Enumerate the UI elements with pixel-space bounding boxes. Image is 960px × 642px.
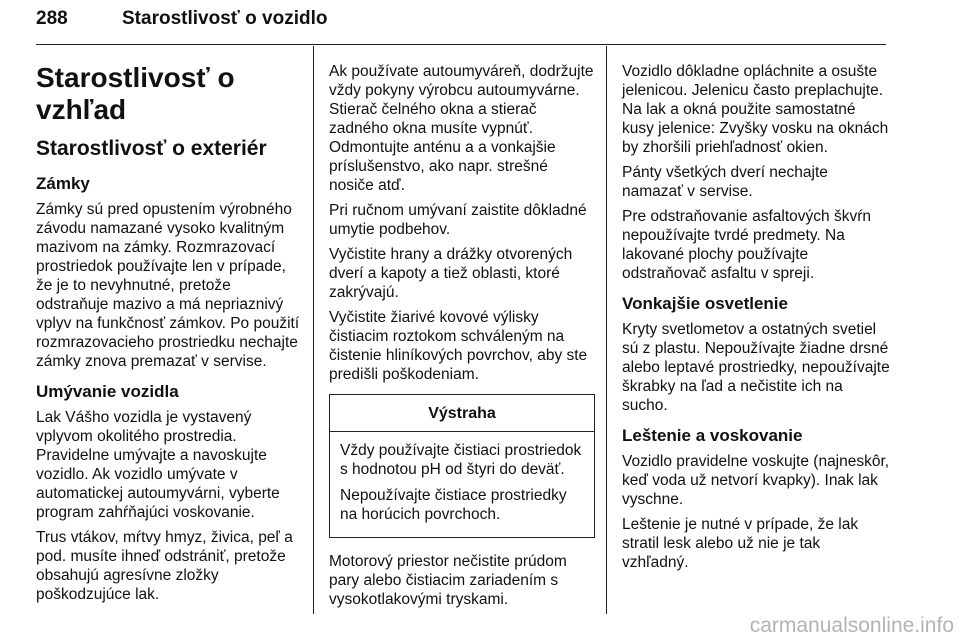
warning-box: [329, 394, 595, 538]
tar-paragraph: Pre odstraňovanie asfaltových škvŕn nepoužívajte tvrdé predmety. Na lakované plochy používajte odstraňovač asfaltu v spreji.: [622, 208, 871, 282]
page-number: 288: [36, 8, 68, 29]
page-header: [36, 4, 886, 45]
wash-paragraph-1: Lak Vášho vozidla je vystavený vplyvom okolitého prostredia. Pravidelne umývajte a navoskujte vozidlo. Ak vozidlo umývate v automatickej autoumyvárni, vyberte program zahŕňajúci voskovanie.: [36, 409, 280, 521]
wash-paragraph-2: Trus vtákov, mŕtvy hmyz, živica, peľ a pod. musíte ihneď odstrániť, pretože obsahujú agresívne zložky poškodzujúce lak.: [36, 529, 293, 603]
watermark: carmanualsonline.info: [749, 614, 954, 637]
rinse-paragraph: Vozidlo dôkladne opláchnite a osušte jelenicou. Jelenicu často preplachujte. Na lak a okná použite samostatné kusy jelenice: Zvyšky vosku na oknách by zhoršili priehľadnosť okien.: [622, 63, 889, 156]
column-1: [36, 62, 304, 610]
warning-title: Výstraha: [330, 395, 594, 432]
column-2: [329, 62, 595, 615]
locks-heading: Zámky: [36, 174, 90, 193]
column-divider-1: [313, 46, 314, 614]
lights-heading: Vonkajšie osvetlenie: [622, 294, 788, 313]
warning-paragraph-1: Vždy používajte čistiaci prostriedok s hodnotou pH od štyri do deväť.: [340, 442, 582, 478]
polish-paragraph-1: Vozidlo pravidelne voskujte (najneskôr, keď voda už netvorí kvapky). Inak lak vyschne.: [622, 453, 890, 508]
carwash-paragraph-1: Ak používate autoumyváreň, dodržujte vždy pokyny výrobcu autoumyvárne. Stierač čelného okna a stierač zadného okna musíte vypnúť. Odmontujte anténu a a vonkajšie príslušenstvo, ako napr. strešné nosiče atď.: [329, 63, 594, 194]
carwash-paragraph-2: Pri ručnom umývaní zaistite dôkladné umytie podbehov.: [329, 202, 587, 238]
locks-paragraph: Zámky sú pred opustením výrobného závodu namazané vysoko kvalitným mazivom na zámky. Rozmrazovací prostriedok používajte len v prípade, že je to nevyhnutné, pretože odstraňuje mazivo a má nepriaznivý vplyv na funkčnosť zámkov. Po použití rozmrazovacieho prostriedku nechajte zámky znova premazať v servise.: [36, 201, 300, 370]
polish-heading: Leštenie a voskovanie: [622, 426, 803, 445]
warning-paragraph-2: Nepoužívajte čistiace prostriedky na horúcich povrchoch.: [340, 487, 567, 523]
polish-paragraph-2: Leštenie je nutné v prípade, že lak stratil lesk alebo už nie je tak vzhľadný.: [622, 516, 859, 571]
section-title: Starostlivosť o vzhľad: [36, 62, 235, 125]
carwash-paragraph-3: Vyčistite hrany a drážky otvorených dverí a kapoty a tiež oblasti, ktoré zakrývajú.: [329, 246, 573, 301]
warning-body: [330, 432, 594, 537]
section-subtitle: Starostlivosť o exteriér: [36, 137, 267, 160]
engine-bay-paragraph: Motorový priestor nečistite prúdom pary alebo čistiacim zariadením s vysokotlakovými tryskami.: [329, 553, 567, 608]
hinges-paragraph: Pánty všetkých dverí nechajte namazať v servise.: [622, 164, 828, 200]
column-divider-2: [606, 46, 607, 614]
column-3: [622, 62, 890, 578]
lights-paragraph: Kryty svetlometov a ostatných svetiel sú z plastu. Nepoužívajte žiadne drsné alebo leptavé prostriedky, nepoužívajte škrabky na ľad a nečistite ich na sucho.: [622, 321, 890, 414]
chapter-title: Starostlivosť o vozidlo: [122, 8, 328, 29]
carwash-paragraph-4: Vyčistite žiarivé kovové výlisky čistiacim roztokom schváleným na čistenie hliníkových povrchov, aby ste predišli poškodeniam.: [329, 309, 588, 383]
wash-heading: Umývanie vozidla: [36, 382, 179, 401]
